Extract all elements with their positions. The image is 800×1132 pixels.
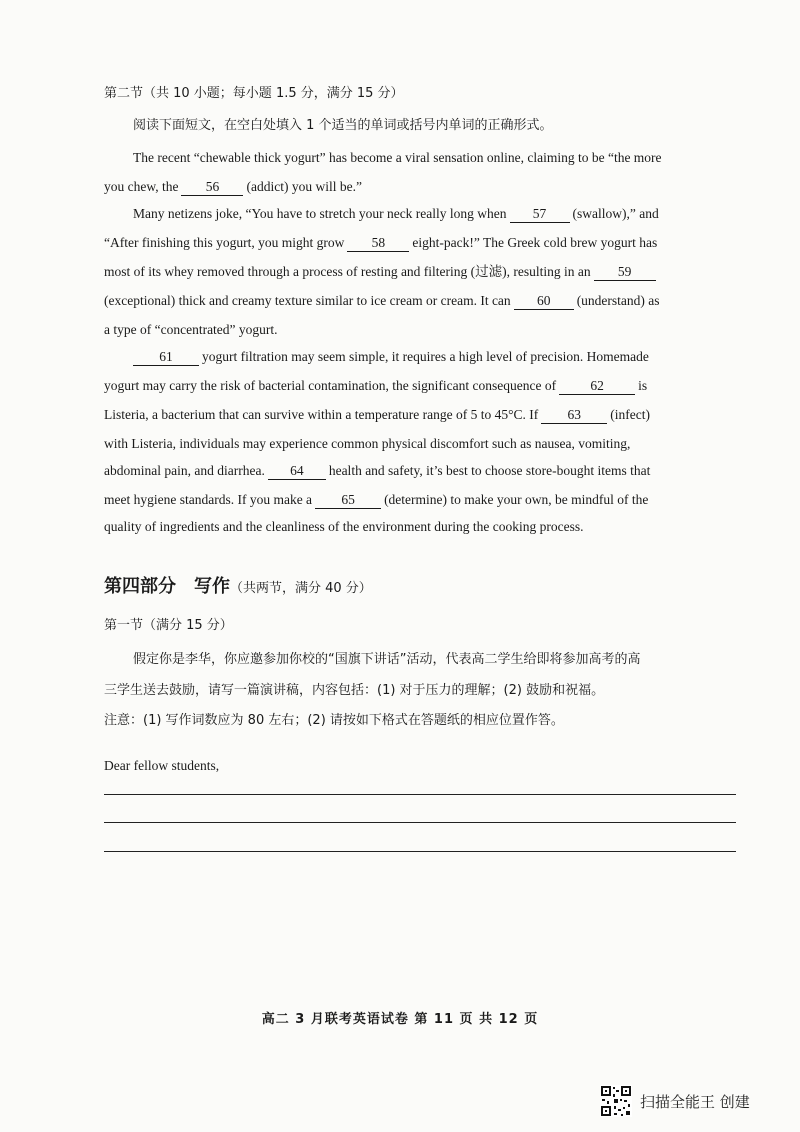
blank-63[interactable]: 63 [541, 407, 607, 424]
passage-line: most of its whey removed through a process of resting and filtering (过滤), resulting in an 59 [104, 262, 736, 282]
blank-61[interactable]: 61 [133, 349, 199, 366]
part-title: 第四部分 写作 [104, 576, 230, 597]
part-heading [104, 574, 736, 602]
passage-line: “After finishing this yogurt, you might grow 58 eight-pack!” The Greek cold brew yogurt has [104, 235, 658, 250]
blank-65[interactable]: 65 [315, 492, 381, 509]
section-instruction: 阅读下面短文，在空白处填入 1 个适当的单词或括号内单词的正确形式。 [133, 118, 553, 133]
passage-line: yogurt may carry the risk of bacterial contamination, the significant consequence of 62 is [104, 378, 648, 393]
page-footer: 高二 3 月联考英语试卷 第 11 页 共 12 页 [261, 1012, 539, 1027]
passage-line: abdominal pain, and diarrhea. 64 health and safety, it’s best to choose store-bought items that [104, 463, 651, 478]
watermark-text: 扫描全能王 创建 [640, 1092, 750, 1111]
passage-line: Listeria, a bacterium that can survive within a temperature range of 5 to 45°C. If 63 (infect) [104, 407, 650, 422]
passage-line: you chew, the 56 (addict) you will be.” [104, 179, 362, 194]
passage-line: The recent “chewable thick yogurt” has become a viral sensation online, claiming to be “the more [133, 150, 662, 165]
writing-section-heading: 第一节（满分 15 分） [104, 618, 233, 633]
writing-note: 注意：(1) 写作词数应为 80 左右；(2) 请按如下格式在答题纸的相应位置作答。 [104, 713, 564, 728]
part-subtitle: （共两节，满分 40 分） [230, 581, 372, 596]
section-heading: 第二节（共 10 小题；每小题 1.5 分，满分 15 分） [104, 86, 404, 101]
blank-64[interactable]: 64 [268, 463, 326, 480]
passage-line: with Listeria, individuals may experience common physical discomfort such as nausea, vomiting, [104, 436, 631, 451]
blank-62[interactable]: 62 [559, 378, 635, 395]
passage-line: meet hygiene standards. If you make a 65 (determine) to make your own, be mindful of the [104, 492, 649, 507]
writing-prompt: 假定你是李华，你应邀参加你校的“国旗下讲话”活动，代表高二学生给即将参加高考的高 [133, 652, 641, 667]
passage-line: (exceptional) thick and creamy texture similar to ice cream or cream. It can 60 (understand) as [104, 293, 660, 308]
answer-line[interactable] [104, 851, 736, 852]
answer-line[interactable] [104, 822, 736, 823]
passage-line: a type of “concentrated” yogurt. [104, 322, 278, 337]
passage-line: quality of ingredients and the cleanliness of the environment during the cooking process. [104, 519, 584, 534]
answer-line[interactable] [104, 794, 736, 795]
blank-60[interactable]: 60 [514, 293, 574, 310]
blank-57[interactable]: 57 [510, 206, 570, 223]
writing-prompt: 三学生送去鼓励，请写一篇演讲稿，内容包括：(1) 对于压力的理解；(2) 鼓励和祝福。 [104, 683, 605, 698]
letter-salutation: Dear fellow students, [104, 758, 220, 773]
passage-line: Many netizens joke, “You have to stretch your neck really long when 57 (swallow),” and [133, 206, 659, 221]
blank-58[interactable]: 58 [347, 235, 409, 252]
blank-59[interactable]: 59 [594, 264, 656, 281]
passage-line: 61 yogurt filtration may seem simple, it requires a high level of precision. Homemade [133, 347, 736, 367]
qr-code-icon [600, 1085, 632, 1117]
blank-56[interactable]: 56 [181, 179, 243, 196]
scanner-watermark [600, 1085, 750, 1117]
